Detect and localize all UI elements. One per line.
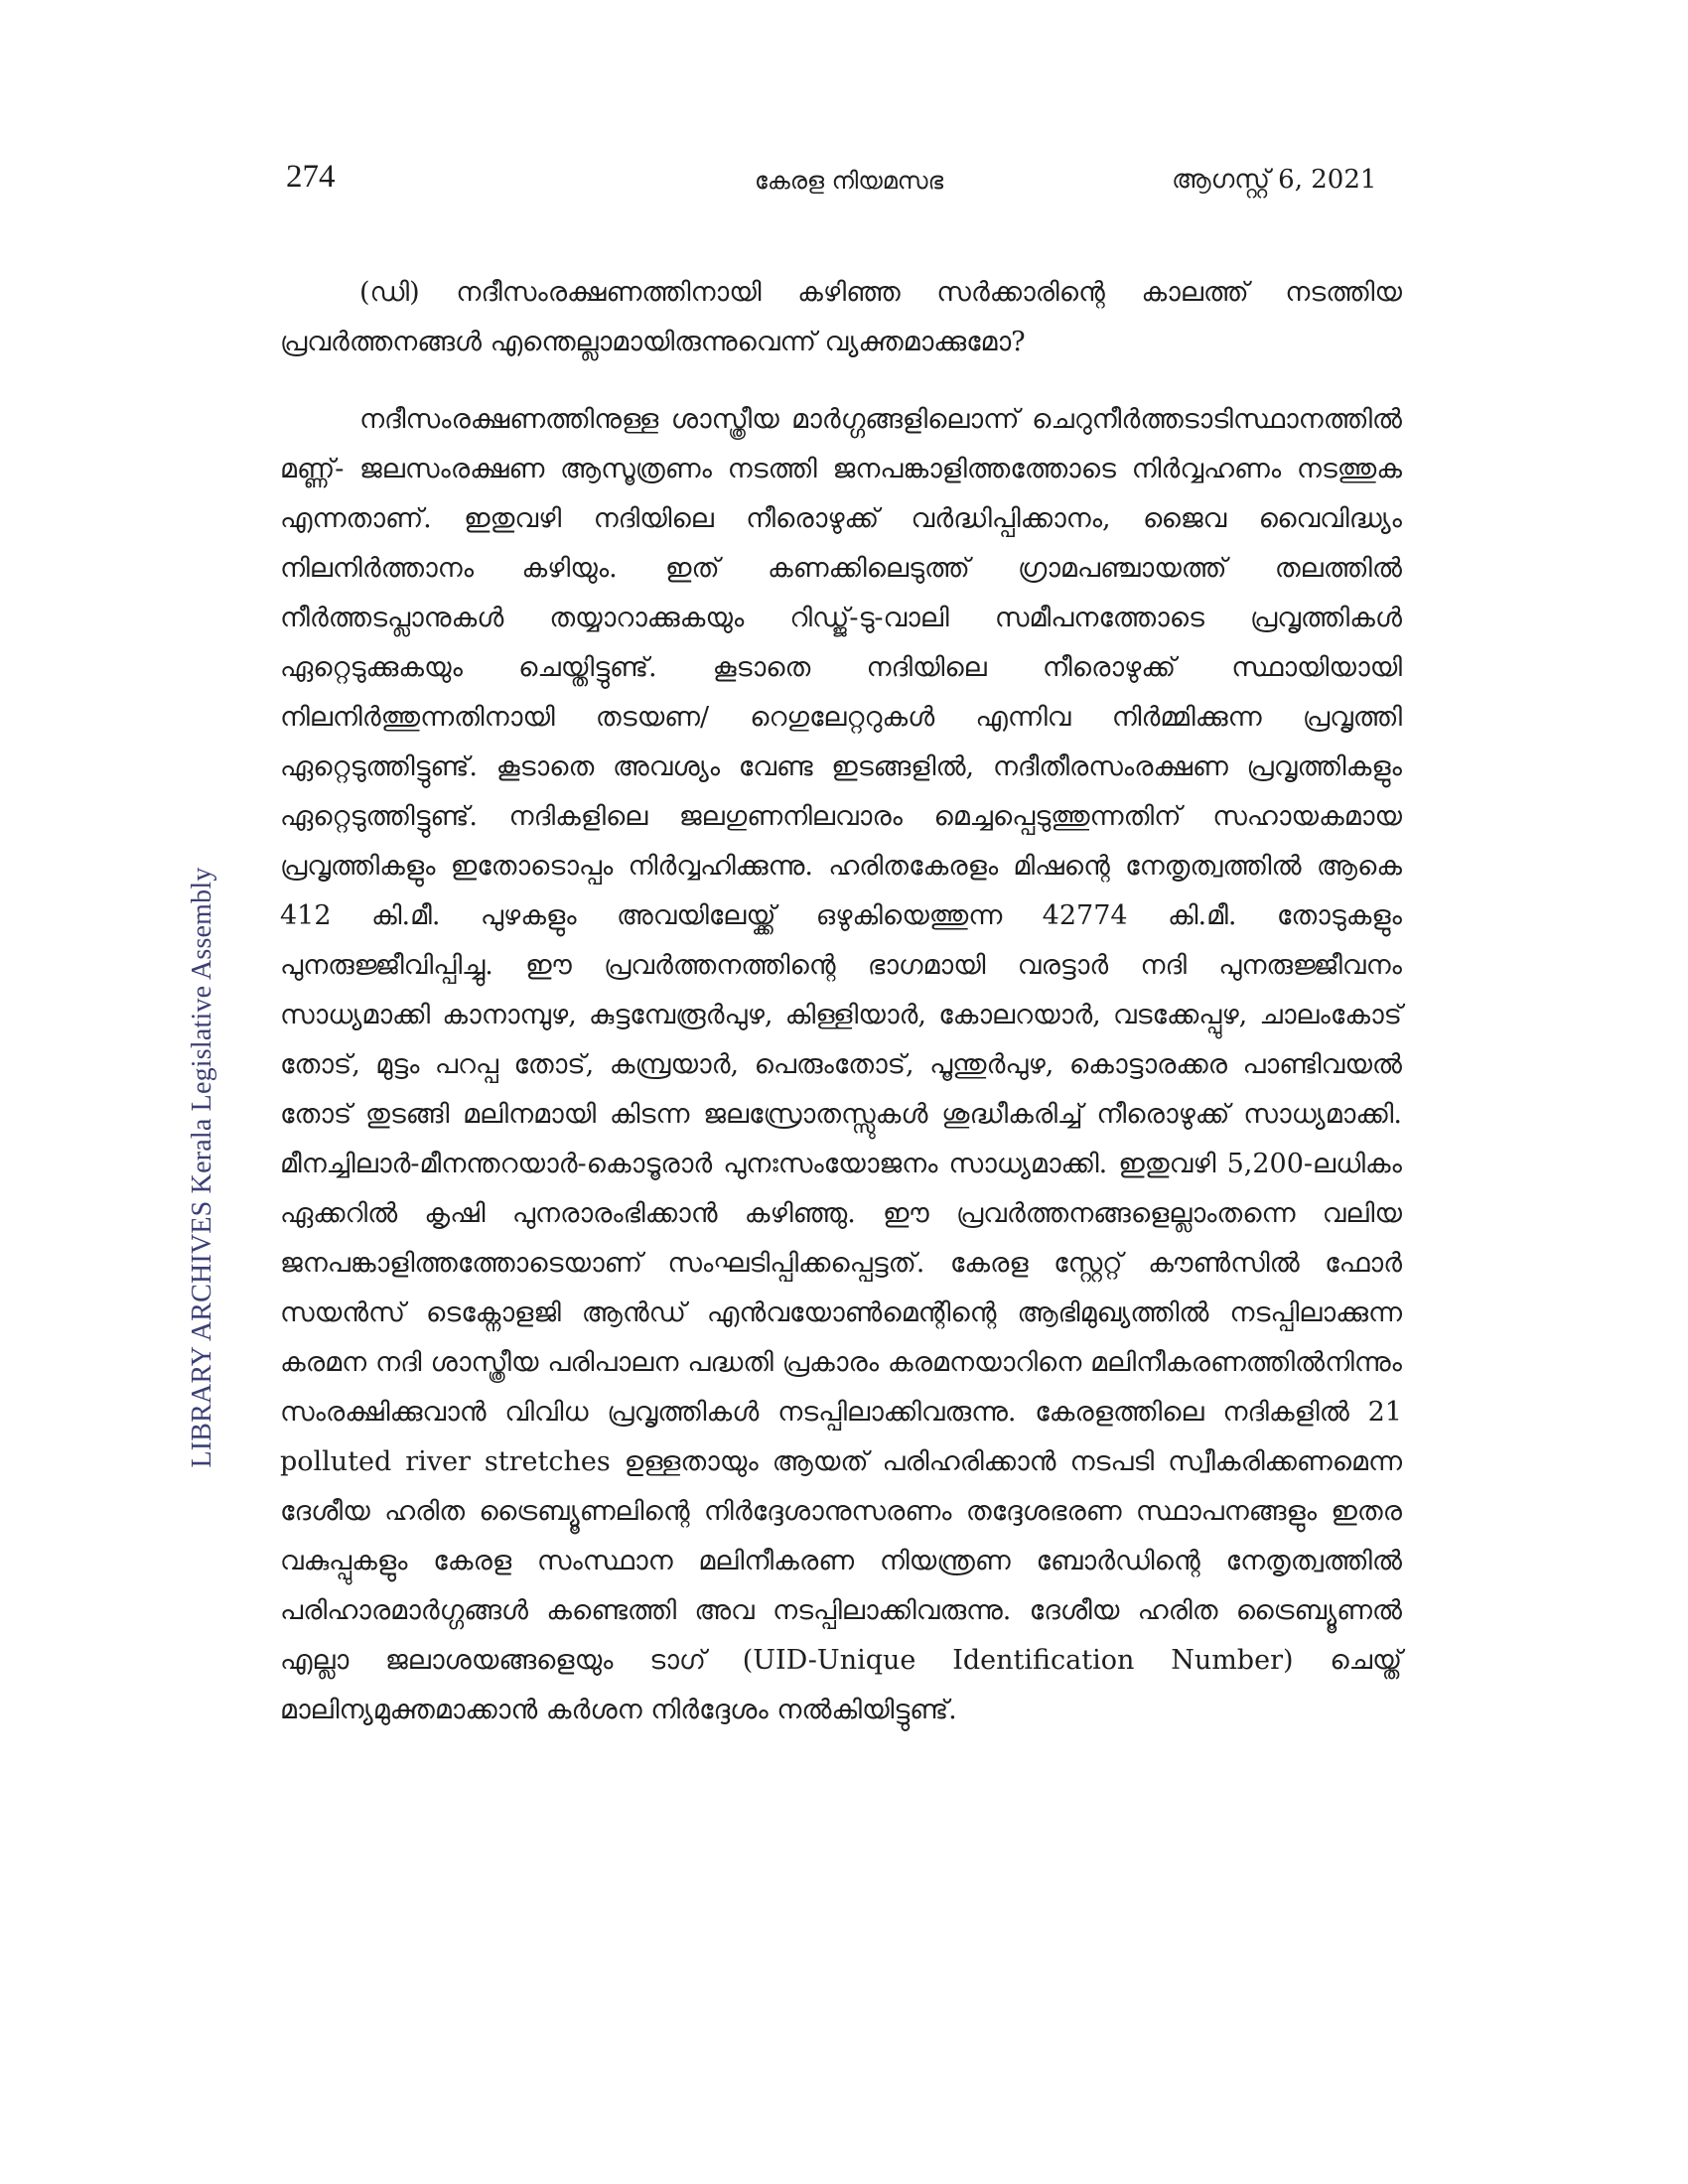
page-date: ആഗസ്റ്റ് 6, 2021 — [1172, 165, 1377, 195]
running-title: കേരള നിയമസഭ — [755, 167, 944, 195]
page-number: 274 — [286, 159, 336, 195]
question-paragraph: (ഡി) നദീസംരക്ഷണത്തിനായി കഴിഞ്ഞ സർക്കാരിന്റെ കാലത്ത് നടത്തിയ പ്രവർത്തനങ്ങൾ എന്തെല്ലാമായിരുന്നുവെന്ന് വ്യക്തമാക്കുമോ? — [280, 277, 1402, 357]
body-text — [280, 268, 1402, 1763]
answer-paragraph: നദീസംരക്ഷണത്തിനുള്ള ശാസ്ത്രീയ മാർഗ്ഗങ്ങളിലൊന്ന് ചെറുനീർത്തടാടിസ്ഥാനത്തിൽ മണ്ണ്- ജലസംരക്ഷണ ആസൂത്രണം നടത്തി ജനപങ്കാളിത്തത്തോടെ നിർവ്വഹണം നടത്തുക എന്നതാണ്. ഇതുവഴി നദിയിലെ നീരൊഴുക്ക് വർദ്ധിപ്പിക്കാനം, ജൈവ വൈവിദ്ധ്യം നിലനിർത്താനം കഴിയും. ഇത് കണക്കിലെടുത്ത് ഗ്രാമപഞ്ചായത്ത് തലത്തിൽ നീർത്തടപ്ലാനുകൾ തയ്യാറാക്കുകയും റിഡ്ജ്-ടു-വാലി സമീപനത്തോടെ പ്രവൃത്തികൾ ഏറ്റെടുക്കുകയും ചെയ്തിട്ടുണ്ട്. കൂടാതെ നദിയിലെ നീരൊഴുക്ക് സ്ഥായിയായി നിലനിർത്തുന്നതിനായി തടയണ/ റെഗുലേറ്ററുകൾ എന്നിവ നിർമ്മിക്കുന്ന പ്രവൃത്തി ഏറ്റെടുത്തിട്ടുണ്ട്. കൂടാതെ അവശ്യം വേണ്ട ഇടങ്ങളിൽ, നദീതീരസംരക്ഷണ പ്രവൃത്തികളും ഏറ്റെടുത്തിട്ടുണ്ട്. നദികളിലെ ജലഗുണനിലവാരം മെച്ചപ്പെടുത്തുന്നതിന് സഹായകമായ പ്രവൃത്തികളും ഇതോടൊപ്പം നിർവ്വഹിക്കുന്നു. ഹരിതകേരളം മിഷന്റെ നേതൃത്വത്തിൽ ആകെ 412 കി.മീ. പുഴകളും അവയിലേയ്ക്ക് ഒഴുകിയെത്തുന്ന 42774 കി.മീ. തോടുകളും പുനരുജ്ജീവിപ്പിച്ചു. ഈ പ്രവർത്തനത്തിന്റെ ഭാഗമായി വരട്ടാർ നദി പുനരുജ്ജീവനം സാധ്യമാക്കി കാനാമ്പുഴ, കുട്ടമ്പേരൂർപുഴ, കിള്ളിയാർ, കോലറയാർ, വടക്കേപ്പുഴ, ചാലംകോട് തോട്, മുട്ടം പറപ്പ തോട്, കമ്പ്രയാർ, പെരുംതോട്, പൂന്തുർപുഴ, കൊട്ടാരക്കര പാണ്ടിവയൽ തോട് തുടങ്ങി മലിനമായി കിടന്ന ജലസ്രോതസ്സുകൾ ശുദ്ധീകരിച്ച് നീരൊഴുക്ക് സാധ്യമാക്കി. മീനച്ചിലാർ-മീനന്തറയാർ-കൊടൂരാർ പുനഃസംയോജനം സാധ്യമാക്കി. ഇതുവഴി 5,200-ലധികം ഏക്കറിൽ കൃഷി പുനരാരംഭിക്കാൻ കഴിഞ്ഞു. ഈ പ്രവർത്തനങ്ങളെല്ലാംതന്നെ വലിയ ജനപങ്കാളിത്തത്തോടെയാണ് സംഘടിപ്പിക്കപ്പെട്ടത്. കേരള സ്റ്റേറ്റ് കൗൺസിൽ ഫോർ സയൻസ് ടെക്നോളജി ആൻഡ് എൻവയോൺമെന്റിന്റെ ആഭിമുഖ്യത്തിൽ നടപ്പിലാക്കുന്ന കരമന നദി ശാസ്ത്രീയ പരിപാലന പദ്ധതി പ്രകാരം കരമനയാറിനെ മലിനീകരണത്തിൽനിന്നും സംരക്ഷിക്കുവാൻ വിവിധ പ്രവൃത്തികൾ നടപ്പിലാക്കിവരുന്നു. കേരളത്തിലെ നദികളിൽ 21 polluted river stretches ഉള്ളതായും ആയത് പരിഹരിക്കാൻ നടപടി സ്വീകരിക്കണമെന്ന ദേശീയ ഹരിത ട്രൈബ്യൂണലിന്റെ നിർദ്ദേശാനുസരണം തദ്ദേശഭരണ സ്ഥാപനങ്ങളും ഇതര വകുപ്പുകളും കേരള സംസ്ഥാന മലിനീകരണ നിയന്ത്രണ ബോർഡിന്റെ നേതൃത്വത്തിൽ പരിഹാരമാർഗ്ഗങ്ങൾ കണ്ടെത്തി അവ നടപ്പിലാക്കിവരുന്നു. ദേശീയ ഹരിത ട്രൈബ്യൂണൽ എല്ലാ ജലാശയങ്ങളെയും ടാഗ് (UID-Unique Identification Number) ചെയ്ത് മാലിന്യമുക്തമാക്കാൻ കർശന നിർദ്ദേശം നൽകിയിട്ടുണ്ട്. — [280, 404, 1402, 1725]
library-archives-watermark: LIBRARY ARCHIVES Kerala Legislative Assembly — [187, 867, 217, 1468]
